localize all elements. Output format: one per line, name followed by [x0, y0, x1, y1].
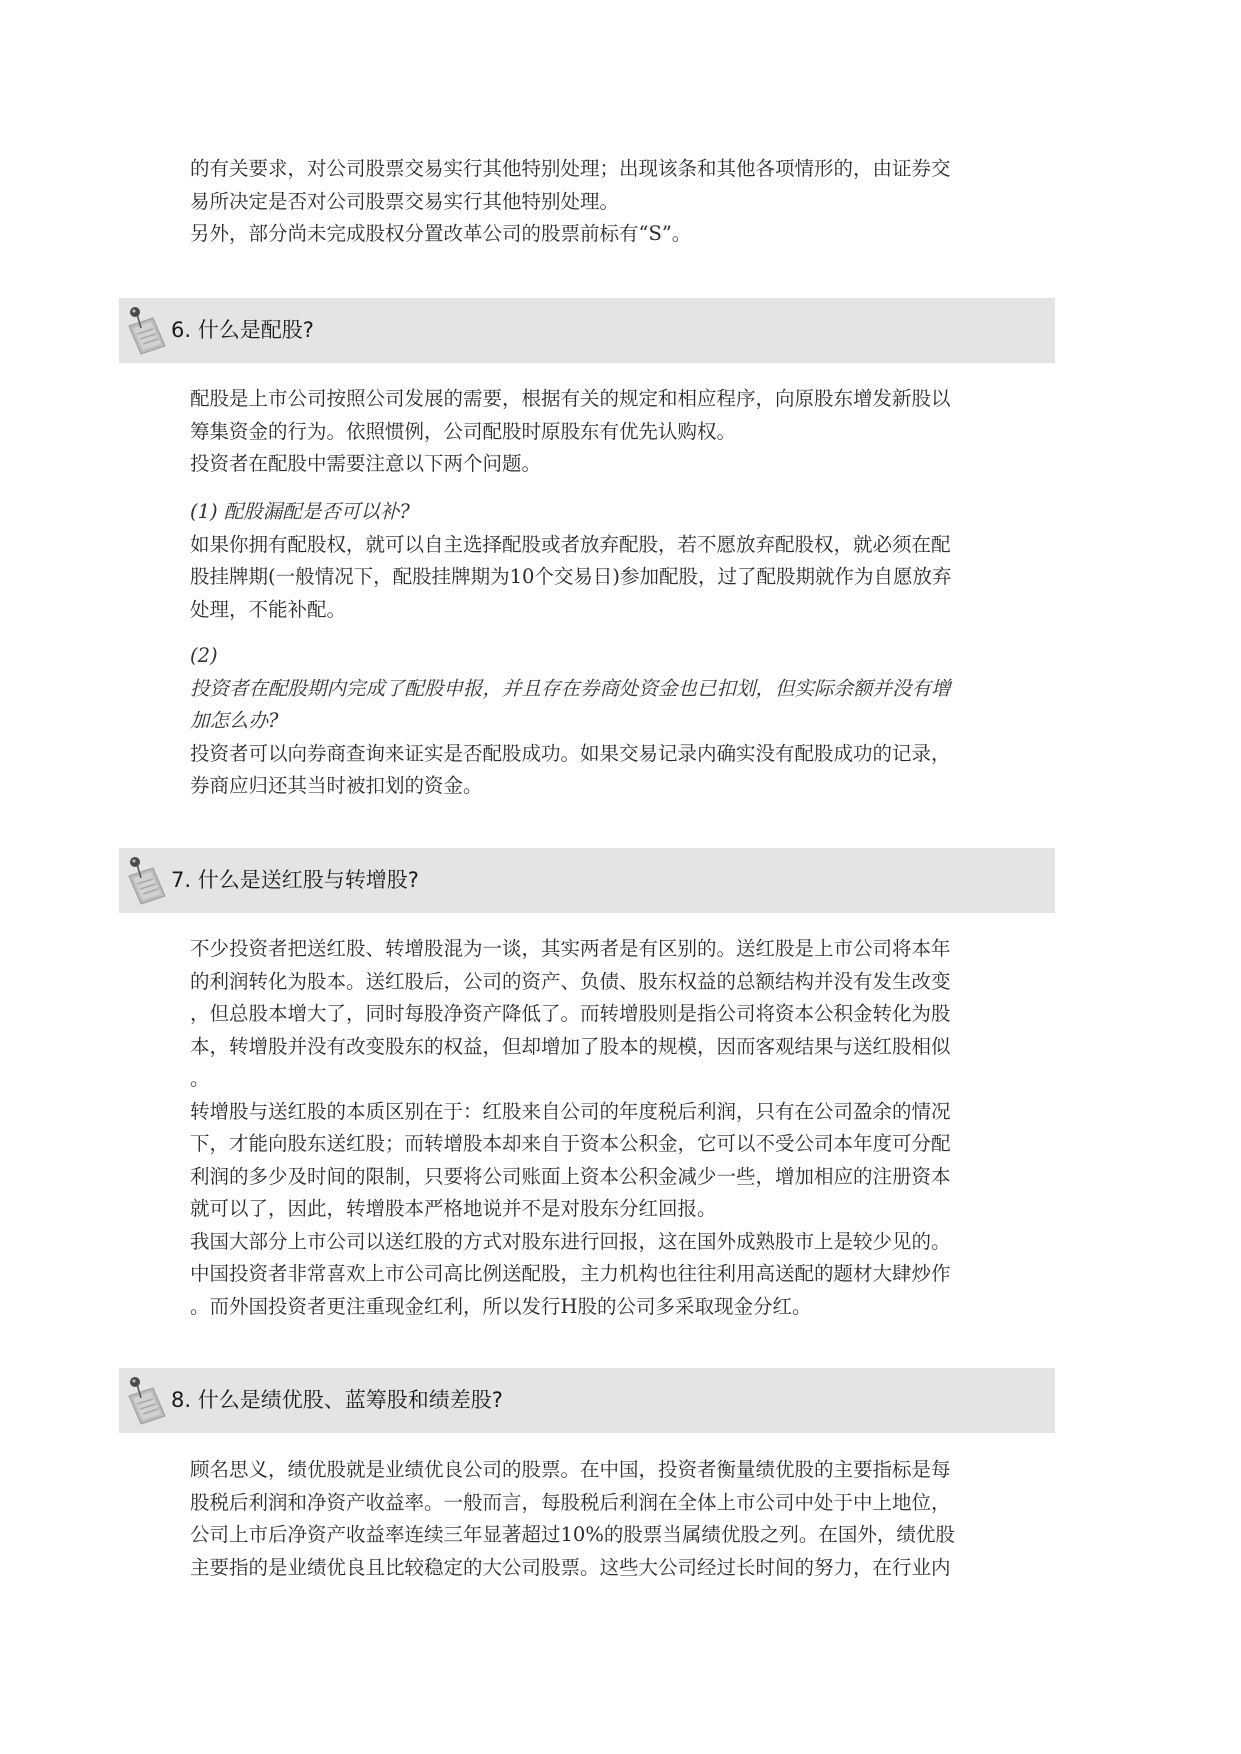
body-line: 主要指的是业绩优良且比较稳定的大公司股票。这些大公司经过长时间的努力，在行业内 [190, 1555, 951, 1579]
body-line: 我国大部分上市公司以送红股的方式对股东进行回报，这在国外成熟股市上是较少见的。 [190, 1229, 951, 1253]
body-line: 本，转增股并没有改变股东的权益，但却增加了股本的规模，因而客观结果与送红股相似 [190, 1034, 951, 1058]
body-line: 公司上市后净资产收益率连续三年显著超过10%的股票当属绩优股之列。在国外，绩优股 [190, 1523, 955, 1546]
note-pin-icon [123, 306, 169, 358]
section-7-paragraph [190, 933, 1050, 1323]
body-line: 投资者在配股中需要注意以下两个问题。 [190, 452, 542, 475]
body-line: 利润的多少及时间的限制，只要将公司账面上资本公积金减少一些，增加相应的注册资本 [190, 1164, 951, 1188]
section-8-paragraph [190, 1454, 1050, 1584]
question-line: 加怎么办? [190, 709, 279, 732]
note-pin-icon [123, 1376, 169, 1428]
intro-line: 易所决定是否对公司股票交易实行其他特别处理。 [190, 189, 620, 213]
answer-line: 处理，不能补配。 [190, 597, 347, 621]
section-6-question-2 [190, 640, 1050, 803]
answer-line: 投资者可以向券商查询来证实是否配股成功。如果交易记录内确实没有配股成功的记录， [190, 741, 951, 765]
intro-line: 的有关要求，对公司股票交易实行其他特别处理；出现该条和其他各项情形的，由证券交 [190, 157, 951, 180]
body-line: 中国投资者非常喜欢上市公司高比例送配股，主力机构也往往利用高送配的题材大肆炒作 [190, 1262, 951, 1285]
body-line: 配股是上市公司按照公司发展的需要，根据有关的规定和相应程序，向原股东增发新股以 [190, 387, 951, 410]
body-line: 的利润转化为股本。送红股后，公司的资产、负债、股东权益的总额结构并没有发生改变 [190, 969, 951, 993]
intro-paragraph [190, 153, 1050, 251]
question-number: (2) [190, 644, 218, 667]
section-6-question-1 [190, 496, 1050, 626]
section-header-6 [119, 298, 1055, 363]
body-line: 转增股与送红股的本质区别在于：红股来自公司的年度税后利润，只有在公司盈余的情况 [190, 1099, 951, 1123]
body-line: 顾名思义，绩优股就是业绩优良公司的股票。在中国，投资者衡量绩优股的主要指标是每 [190, 1458, 951, 1481]
body-line: 。 [190, 1067, 210, 1090]
section-title: 6. 什么是配股? [171, 318, 314, 342]
answer-line: 券商应归还其当时被扣划的资金。 [190, 774, 483, 797]
body-line: 就可以了，因此，转增股本严格地说并不是对股东分红回报。 [190, 1197, 717, 1220]
section-6-paragraph [190, 383, 1050, 481]
answer-line: 股挂牌期(一般情况下，配股挂牌期为10个交易日)参加配股，过了配股期就作为自愿放弃 [190, 565, 952, 588]
question-line: 投资者在配股期内完成了配股申报，并且存在券商处资金也已扣划，但实际余额并没有增 [190, 676, 951, 700]
body-line: 下，才能向股东送红股；而转增股本却来自于资本公积金，它可以不受公司本年度可分配 [190, 1132, 951, 1155]
section-title: 7. 什么是送红股与转增股? [171, 868, 419, 892]
section-header-8 [119, 1368, 1055, 1433]
section-header-7 [119, 848, 1055, 913]
note-pin-icon [123, 856, 169, 908]
answer-line: 如果你拥有配股权，就可以自主选择配股或者放弃配股，若不愿放弃配股权，就必须在配 [190, 532, 951, 556]
body-line: 。而外国投资者更注重现金红利，所以发行H股的公司多采取现金分红。 [190, 1294, 812, 1318]
section-title: 8. 什么是绩优股、蓝筹股和绩差股? [171, 1388, 503, 1412]
body-line: 不少投资者把送红股、转增股混为一谈，其实两者是有区别的。送红股是上市公司将本年 [190, 937, 951, 960]
question-line: (1) 配股漏配是否可以补? [190, 500, 410, 523]
body-line: ，但总股本增大了，同时每股净资产降低了。而转增股则是指公司将资本公积金转化为股 [190, 1002, 951, 1025]
intro-line: 另外，部分尚未完成股权分置改革公司的股票前标有“S”。 [190, 222, 692, 245]
body-line: 筹集资金的行为。依照惯例，公司配股时原股东有优先认购权。 [190, 419, 737, 443]
body-line: 股税后利润和净资产收益率。一般而言，每股税后利润在全体上市公司中处于中上地位， [190, 1490, 951, 1514]
